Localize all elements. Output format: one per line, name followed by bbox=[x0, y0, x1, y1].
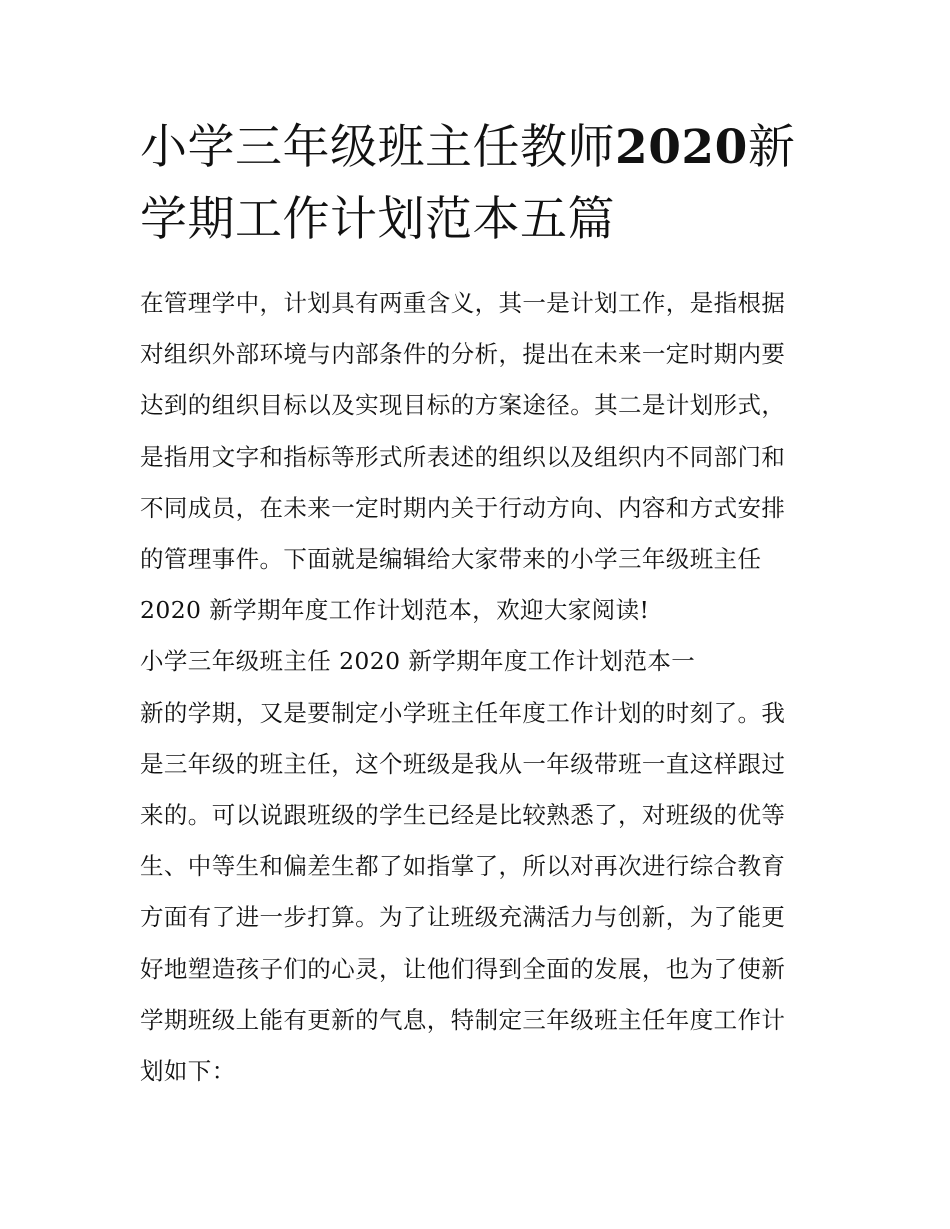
document-page bbox=[140, 112, 812, 1097]
title-text-part1: 小学三年级班主任教师 bbox=[140, 120, 615, 175]
title-text-part2: 新 学期工作计划范本五篇 bbox=[140, 120, 796, 247]
section-heading: 小学三年级班主任 2020 新学期年度工作计划范本一 bbox=[140, 647, 696, 676]
title-year: 2020 bbox=[615, 120, 748, 175]
document-title bbox=[140, 112, 812, 256]
body-paragraph: 新的学期，又是要制定小学班主任年度工作计划的时刻了。我 是三年级的班主任，这个班级是我从一年级带班一直这样跟过 来的。可以说跟班级的学生已经是比较熟悉了，对班级的优等 生、中等生和偏差生都了如指掌了，所以对再次进行综合教育 方面有了进一步打算。为了让班级充满活力与创新，为了能更 好地塑造孩子们的心灵，让他们得到全面的发展，也为了使新 学期班级上能有更新的气息，特制定三年级班主任年度工作计 划如下： bbox=[140, 698, 786, 1086]
intro-paragraph: 在管理学中，计划具有两重含义，其一是计划工作，是指根据 对组织外部环境与内部条件的分析，提出在未来一定时期内要 达到的组织目标以及实现目标的方案途径。其二是计划形式， 是指用文字和指标等形式所表述的组织以及组织内不同部门和 不同成员，在未来一定时期内关于行动方向、内容和方式安排 的管理事件。下面就是编辑给大家带来的小学三年级班主任 2020 新学期年度工作计划范本，欢迎大家阅读! bbox=[140, 289, 786, 625]
